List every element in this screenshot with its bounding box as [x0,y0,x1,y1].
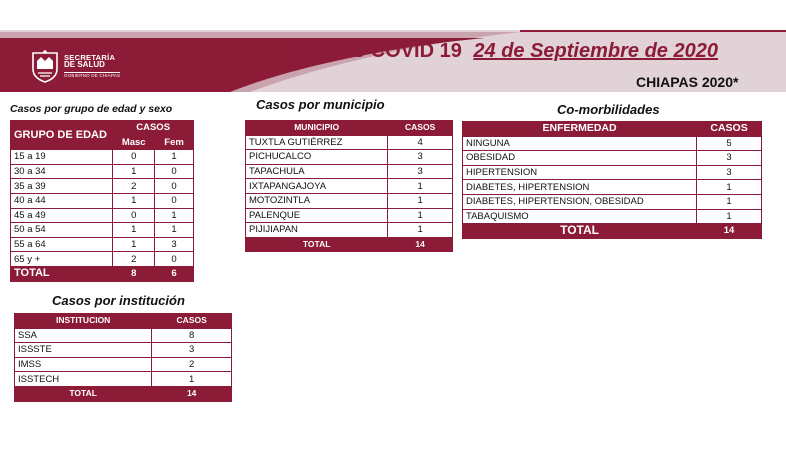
region-label: CHIAPAS 2020* [636,74,739,90]
comorb-table-body [463,136,762,224]
enfermedad-cell: NINGUNA [463,136,697,151]
table-row [246,193,453,208]
col-municipio: MUNICIPIO [246,121,388,136]
masc-cell: 1 [113,237,155,252]
table-row [246,150,453,165]
table-row [463,165,762,180]
municipio-cell: PALENQUE [246,208,388,223]
table-total-row [463,224,762,239]
age-group-cell: 40 a 44 [11,193,113,208]
table-row [11,223,194,238]
municipio-cell: IXTAPANGAJOYA [246,179,388,194]
fem-cell: 3 [155,237,194,252]
age-group-cell: 30 a 34 [11,164,113,179]
table-row [15,357,232,372]
age-table-body [11,150,194,267]
title-date: 24 de Septiembre de 2020 [473,40,718,62]
table-row [246,164,453,179]
total-value: 14 [697,224,762,239]
municipio-cell: TUXTLA GUTIÉRREZ [246,135,388,150]
total-fem: 6 [155,266,194,281]
enfermedad-cell: OBESIDAD [463,151,697,166]
col-casos: CASOS [113,121,194,136]
table-row [463,180,762,195]
age-group-cell: 35 a 39 [11,179,113,194]
total-label: TOTAL [246,237,388,252]
table-row [11,193,194,208]
municipio-table-title: Casos por municipio [256,97,385,112]
age-table [10,120,194,282]
col-casos: CASOS [697,122,762,137]
municipio-table [245,120,453,252]
col-institucion: INSTITUCION [15,314,152,329]
cases-cell: 1 [697,209,762,224]
cases-cell: 4 [388,135,453,150]
logo-line-1: SECRETARÍA [64,52,116,62]
age-group-cell: 65 y + [11,252,113,267]
table-row [463,136,762,151]
table-row [11,237,194,252]
col-masc: Masc [113,135,155,150]
age-group-cell: 15 a 19 [11,150,113,165]
cases-cell: 1 [697,194,762,209]
institucion-table-title: Casos por institución [52,293,185,308]
table-row [463,151,762,166]
fem-cell: 1 [155,150,194,165]
title-main: CASOS COVID 19 [294,40,462,62]
table-row [463,194,762,209]
enfermedad-cell: TABAQUISMO [463,209,697,224]
table-row [11,179,194,194]
masc-cell: 1 [113,164,155,179]
total-value: 14 [388,237,453,252]
fem-cell: 0 [155,179,194,194]
age-group-cell: 45 a 49 [11,208,113,223]
cases-cell: 1 [388,193,453,208]
total-label: TOTAL [11,266,113,281]
chiapas-seal-icon [30,49,60,83]
fem-cell: 0 [155,252,194,267]
age-group-cell: 55 a 64 [11,237,113,252]
col-casos: CASOS [152,314,232,329]
table-row [15,328,232,343]
institucion-cell: SSA [15,328,152,343]
table-total-row [15,386,232,401]
page-title [294,40,718,64]
institucion-table [14,313,232,402]
table-total-row [246,237,453,252]
fem-cell: 1 [155,223,194,238]
header-banner [0,0,786,98]
table-row [11,150,194,165]
age-group-cell: 50 a 54 [11,223,113,238]
cases-cell: 3 [152,343,232,358]
fem-cell: 0 [155,193,194,208]
institucion-table-body [15,328,232,386]
table-row [11,164,194,179]
cases-cell: 5 [697,136,762,151]
table-row [15,343,232,358]
total-masc: 8 [113,266,155,281]
col-enfermedad: ENFERMEDAD [463,122,697,137]
logo-line-3: GOBIERNO DE CHIAPAS [64,72,121,78]
col-grupo-edad: GRUPO DE EDAD [11,121,113,150]
cases-cell: 3 [697,151,762,166]
cases-cell: 1 [697,180,762,195]
municipio-table-body [246,135,453,237]
total-label: TOTAL [15,386,152,401]
cases-cell: 1 [152,372,232,387]
table-row [246,223,453,238]
masc-cell: 2 [113,179,155,194]
institucion-cell: ISSSTE [15,343,152,358]
col-fem: Fem [155,135,194,150]
enfermedad-cell: DIABETES, HIPERTENSION, OBESIDAD [463,194,697,209]
col-casos: CASOS [388,121,453,136]
municipio-cell: MOTOZINTLA [246,193,388,208]
enfermedad-cell: HIPERTENSION [463,165,697,180]
table-row [463,209,762,224]
masc-cell: 2 [113,252,155,267]
table-row [246,179,453,194]
logo-line-2: DE SALUD [64,60,105,70]
secretaria-de-salud-logo [30,46,150,86]
cases-cell: 1 [388,208,453,223]
masc-cell: 1 [113,223,155,238]
cases-cell: 8 [152,328,232,343]
table-row [15,372,232,387]
masc-cell: 0 [113,150,155,165]
total-value: 14 [152,386,232,401]
municipio-cell: TAPACHULA [246,164,388,179]
comorb-table [462,121,762,239]
cases-cell: 1 [388,223,453,238]
cases-cell: 3 [388,150,453,165]
institucion-cell: ISSTECH [15,372,152,387]
cases-cell: 1 [388,179,453,194]
fem-cell: 0 [155,164,194,179]
age-table-title: Casos por grupo de edad y sexo [10,103,173,115]
municipio-cell: PIJIJIAPAN [246,223,388,238]
total-label: TOTAL [463,224,697,239]
masc-cell: 0 [113,208,155,223]
fem-cell: 1 [155,208,194,223]
masc-cell: 1 [113,193,155,208]
table-row [11,252,194,267]
institucion-cell: IMSS [15,357,152,372]
cases-cell: 3 [697,165,762,180]
table-row [246,135,453,150]
municipio-cell: PICHUCALCO [246,150,388,165]
cases-cell: 2 [152,357,232,372]
enfermedad-cell: DIABETES, HIPERTENSION [463,180,697,195]
table-total-row [11,266,194,281]
table-row [246,208,453,223]
cases-cell: 3 [388,164,453,179]
table-row [11,208,194,223]
comorb-table-title: Co-morbilidades [557,102,660,117]
